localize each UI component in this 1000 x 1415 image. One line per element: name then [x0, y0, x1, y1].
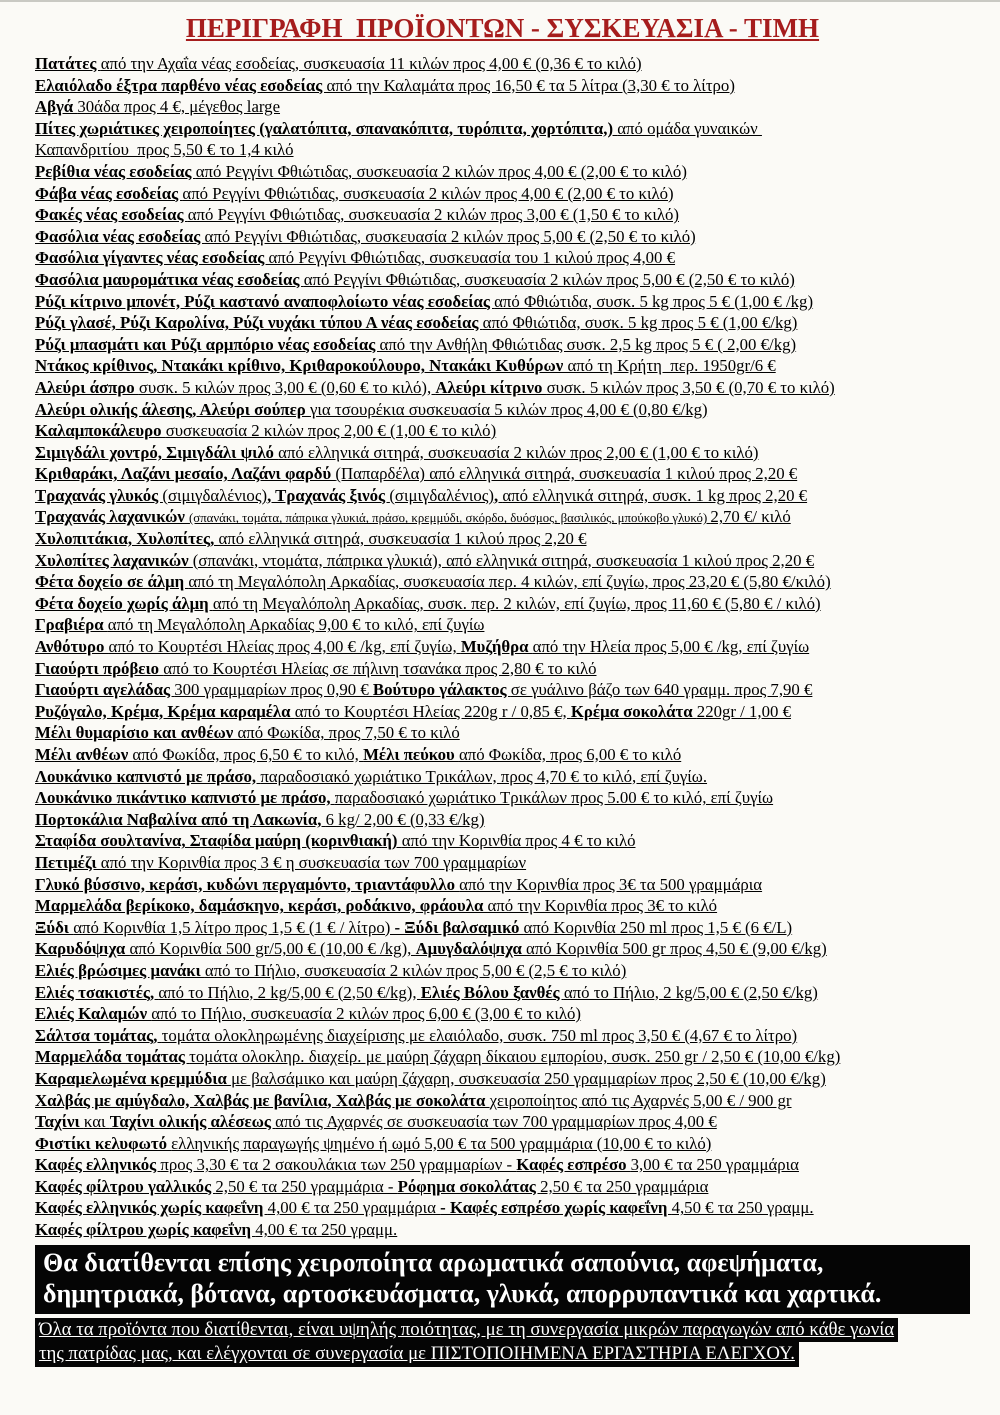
product-line	[35, 420, 970, 442]
product-detail-segment: από Φθιώτιδα, συσκ. 5 kg προς 5 € (1,00 €/kg)	[482, 313, 798, 333]
product-line	[35, 874, 970, 896]
product-detail-segment: χειροποίητος από τις Αχαρνές 5,00 € / 900 gr	[489, 1090, 792, 1110]
footer-banner	[35, 1245, 970, 1314]
product-detail-segment: παραδοσιακό χωριάτικο Τρικάλων προς 5.00 € το κιλό, επί ζυγίω	[334, 788, 774, 808]
product-line	[35, 787, 970, 809]
product-detail-segment: από τη Κρήτη περ. 1950gr/6 €	[567, 356, 776, 376]
product-line	[35, 442, 970, 464]
product-name-segment: Καφές ελληνικός	[35, 1155, 161, 1175]
product-name-segment: Χυλοπίτες λαχανικών	[35, 550, 193, 570]
product-line	[35, 895, 970, 917]
product-detail-segment: από Κορινθία 1,5 λίτρο προς 1,5 € (1 € / λίτρο)	[73, 917, 395, 937]
product-line	[35, 96, 970, 118]
product-line	[35, 722, 970, 744]
product-detail-segment: από το Πήλιο, 2 kg/5,00 € (2,50 €/kg)	[563, 982, 818, 1002]
product-name-segment: Γιαούρτι πρόβειο	[35, 658, 164, 678]
product-detail-segment: από ελληνικά σιτηρά, συσκευασία 2 κιλών προς 2,00 € (1,00 € το κιλό)	[278, 442, 759, 462]
product-line	[35, 506, 970, 528]
product-name-segment: Κρέμα σοκολάτα	[570, 701, 697, 721]
product-detail-segment: από Ρεγγίνι Φθιώτιδας, συσκευασία 2 κιλών προς 5,00 € (2,50 € το κιλό)	[204, 226, 696, 246]
product-detail-segment: (σπανάκι, τομάτα, πάπρικα γλυκιά, πράσο, κρεμμύδι, σκόρδο, δυόσμος, βασιλικός, μπούκοβο γλυκό)	[189, 511, 711, 526]
product-line	[35, 614, 970, 636]
product-name-segment: Αμυγδαλόψιχα	[415, 939, 527, 959]
product-line	[35, 377, 970, 399]
product-detail-segment: 220gr / 1,00 €	[696, 701, 791, 721]
product-detail-segment: από τη Μεγαλόπολη Αρκαδίας 9,00 € το κιλό, επί ζυγίω	[107, 615, 485, 635]
product-name-segment: Μέλι ανθέων	[35, 745, 133, 764]
product-name-segment: Μυζήθρα	[460, 637, 533, 657]
product-line	[35, 463, 970, 485]
product-name-segment: Μέλι θυμαρίσιο και ανθέων	[35, 723, 238, 743]
note-line: Όλα τα προϊόντα που διατίθενται, είναι υψηλής ποιότητας, με τη συνεργασία μικρών παραγωγών από κάθε γωνία	[35, 1318, 898, 1343]
product-name-segment: Γραβιέρα	[35, 615, 108, 635]
product-name-segment: Φιστίκι κελυφωτό	[35, 1133, 172, 1153]
product-detail-segment: συσκ. 5 κιλών προς 3,50 € (0,70 € το κιλό)	[546, 377, 835, 397]
product-line	[35, 161, 970, 183]
product-detail-segment: από την Κορινθία προς 4 € το κιλό	[401, 831, 636, 851]
product-line	[35, 1197, 970, 1219]
product-name-segment: Καφές φίλτρου γαλλικός	[35, 1176, 216, 1196]
product-detail-segment: (Παπαρδέλα) από ελληνικά σιτηρά, συσκευασία 1 κιλού προς 2,20 €	[335, 464, 798, 484]
product-name-segment: Ανθότυρο	[35, 637, 109, 657]
product-detail-segment: τομάτα ολοκληρωμένης διαχείρισης με ελαιόλαδο, συσκ. 750 ml προς 3,50 € (4,67 € το λίτρο)	[161, 1025, 798, 1045]
product-name-segment: Μέλι πεύκου	[363, 745, 459, 764]
product-name-segment: Χυλοπιτάκια, Χυλοπίτες,	[35, 529, 219, 549]
product-detail-segment: από το Πήλιο, συσκευασία 2 κιλών προς 6,00 € (3,00 € το κιλό)	[151, 1004, 582, 1024]
product-line	[35, 571, 970, 593]
product-detail-segment: (σπανάκι, ντομάτα, πάπρικα γλυκιά), από ελληνικά σιτηρά, συσκευασία 1 κιλού προς 2,20 €	[192, 550, 815, 570]
product-detail-segment: τομάτα ολοκληρ. διαχείρ. με μαύρη ζάχαρη δίκαιου εμπορίου, συσκ. 250 gr / 2,50 € (10,00 €/kg)	[189, 1047, 841, 1067]
product-detail-segment: παραδοσιακό χωριάτικο Τρικάλων, προς 4,70 € το κιλό, επί ζυγίω.	[260, 766, 708, 786]
product-name-segment: Ταχίνι	[35, 1112, 84, 1132]
product-line	[35, 485, 970, 507]
product-line	[35, 139, 970, 161]
product-name-segment: Ταχίνι ολικής αλέσεως	[109, 1112, 276, 1132]
product-name-segment: Πετιμέζι	[35, 852, 101, 872]
product-detail-segment: συσκευασία 2 κιλών προς 2,00 € (1,00 € το κιλό)	[165, 421, 497, 441]
product-name-segment: Αλεύρι κίτρινο	[435, 377, 547, 397]
product-detail-segment: για τσουρέκια συσκευασία 5 κιλών προς 4,00 € (0,80 €/kg)	[309, 399, 708, 419]
product-detail-segment: από ομάδα γυναικών	[617, 118, 762, 138]
product-detail-segment: από τη Μεγαλόπολη Αρκαδίας, συσκ. περ. 2 κιλών, επί ζυγίω, προς 11,60 € (5,80 € / κιλό)	[212, 593, 821, 613]
product-detail-segment: από την Κορινθία προς 3 € η συσκευασία των 700 γραμμαρίων	[100, 852, 527, 872]
product-detail-segment: από Ρεγγίνι Φθιώτιδας, συσκευασία 2 κιλών προς 5,00 € (2,50 € το κιλό)	[303, 269, 795, 289]
product-detail-segment: από Κορινθία 500 gr προς 4,50 € (9,00 €/kg)	[526, 939, 827, 959]
product-line	[35, 701, 970, 723]
product-line	[35, 291, 970, 313]
product-name-segment: Αβγά	[35, 97, 78, 117]
product-name-segment: Σταφίδα σουλτανίνα, Σταφίδα μαύρη (κορινθιακή)	[35, 831, 402, 851]
product-detail-segment: 4,50 € τα 250 γραμμ.	[671, 1198, 814, 1218]
product-name-segment: Πορτοκάλια Ναβαλίνα από τη Λακωνία,	[35, 809, 326, 829]
product-name-segment: , Τραχανάς ξινός	[267, 485, 390, 505]
product-line	[35, 75, 970, 97]
product-name-segment: Αλεύρι ολικής άλεσης, Αλεύρι σούπερ	[35, 399, 310, 419]
product-detail-segment: από την Κορινθία προς 3€ το κιλό	[487, 896, 718, 916]
product-detail-segment: από Κορινθία 500 gr/5,00 € (10,00 € /kg),	[129, 939, 416, 959]
product-line	[35, 809, 970, 831]
product-name-segment: Βούτυρο γάλακτος	[372, 680, 511, 700]
product-detail-segment: από τη Μεγαλόπολη Αρκαδίας, συσκευασία περ. 4 κιλών, επί ζυγίω, προς 23,20 € (5,80 €/κιλό)	[188, 572, 831, 592]
product-detail-segment: από την Κορινθία προς 3€ τα 500 γραμμάρια	[459, 874, 763, 894]
product-name-segment: Λουκάνικο πικάντικο καπνιστό με πράσο,	[35, 788, 335, 808]
product-name-segment: Πίτες χωριάτικες χειροποίητες (γαλατόπιτα, σπανακόπιτα, τυρόπιτα, χορτόπιτα,)	[35, 118, 618, 138]
note-line: της πατρίδας μας, και ελέγχονται σε συνεργασία με ΠΙΣΤΟΠΟΙΗΜΕΝΑ ΕΡΓΑΣΤΗΡΙΑ ΕΛΕΓΧΟΥ.	[35, 1342, 799, 1367]
product-line	[35, 247, 970, 269]
product-detail-segment: από ελληνικά σιτηρά, συσκ. 1 kg προς 2,20 €	[502, 485, 808, 505]
product-line	[35, 204, 970, 226]
product-detail-segment: 4,00 € τα 250 γραμμάρια	[267, 1198, 441, 1218]
product-line	[35, 830, 970, 852]
product-detail-segment: από το Πήλιο, συσκευασία 2 κιλών προς 5,00 € (2,5 € το κιλό)	[204, 960, 627, 980]
product-detail-segment: 3,00 € τα 250 γραμμάρια	[630, 1155, 799, 1175]
product-detail-segment: από το Πήλιο, 2 kg/5,00 € (2,50 €/kg),	[158, 982, 421, 1002]
product-detail-segment: από Κορινθία 250 ml προς 1,5 € (6 €/L)	[523, 917, 793, 937]
product-name-segment: Σάλτσα τομάτας,	[35, 1025, 162, 1045]
product-line	[35, 53, 970, 75]
product-detail-segment: από Φωκίδα, προς 6,00 € το κιλό	[458, 745, 682, 764]
product-detail-segment: 4,00 € τα 250 γραμμ.	[255, 1220, 398, 1240]
product-detail-segment: από το Κουρτέσι Ηλείας 220g r / 0,85 €,	[294, 701, 571, 721]
product-name-segment: Ελιές τσακιστές,	[35, 982, 159, 1002]
product-name-segment: Καρυδόψιχα	[35, 939, 130, 959]
product-name-segment: Μαρμελάδα βερίκοκο, δαμάσκηνο, κεράσι, ροδάκινο, φράουλα	[35, 896, 488, 916]
product-detail-segment: 2,50 € τα 250 γραμμάρια	[540, 1176, 709, 1196]
product-line	[35, 679, 970, 701]
product-name-segment: - Ξύδι βαλσαμικό	[394, 917, 524, 937]
product-line	[35, 982, 970, 1004]
product-detail-segment: με βαλσάμικο και μαύρη ζάχαρη, συσκευασία 250 γραμμαρίων προς 2,50 € (10,00 €/kg)	[231, 1068, 826, 1088]
product-detail-segment: ελληνικής παραγωγής ψημένο ή ωμό 5,00 € τα 500 γραμμάρια (10,00 € το κιλό)	[171, 1133, 712, 1153]
product-line	[35, 355, 970, 377]
product-line	[35, 1176, 970, 1198]
product-name-segment: Φάβα νέας εσοδείας	[35, 183, 183, 203]
product-detail-segment: από ελληνικά σιτηρά, συσκευασία 1 κιλού προς 2,20 €	[218, 529, 587, 549]
product-line	[35, 593, 970, 615]
product-name-segment: Αλεύρι άσπρο	[35, 377, 139, 397]
product-line	[35, 1111, 970, 1133]
product-name-segment: - Καφές εσπρέσο χωρίς καφεΐνη	[440, 1198, 672, 1218]
product-line	[35, 312, 970, 334]
product-detail-segment: προς 3,30 € τα 2 σακουλάκια των 250 γραμμαρίων -	[160, 1155, 517, 1175]
product-line	[35, 399, 970, 421]
product-detail-segment: 300 γραμμαρίων προς 0,90 €	[174, 680, 373, 700]
product-line	[35, 1219, 970, 1241]
product-name-segment: Φασόλια μαυρομάτικα νέας εσοδείας	[35, 269, 304, 289]
product-name-segment: Καφές φίλτρου χωρίς καφεΐνη	[35, 1220, 256, 1240]
product-line	[35, 1025, 970, 1047]
product-line	[35, 183, 970, 205]
product-name-segment: Ρύζι κίτρινο μπονέτ, Ρύζι καστανό αναποφλοίωτο νέας εσοδείας	[35, 291, 495, 311]
product-detail-segment: από την Ανθήλη Φθιώτιδας συσκ. 2,5 kg προς 5 € ( 2,00 €/kg)	[379, 334, 797, 354]
product-name-segment: Τραχανάς γλυκός	[35, 485, 163, 505]
product-detail-segment: από Ρεγγίνι Φθιώτιδας, συσκευασία 2 κιλών προς 4,00 € (2,00 € το κιλό)	[195, 161, 687, 181]
product-name-segment: Ελιές βρώσιμες μανάκι	[35, 960, 205, 980]
product-detail-segment: από Ρεγγίνι Φθιώτιδας, συσκευασία 2 κιλών προς 4,00 € (2,00 € το κιλό)	[182, 183, 674, 203]
product-detail-segment: από την Καλαμάτα προς 16,50 € τα 5 λίτρα (3,30 € το λίτρο)	[326, 75, 735, 95]
product-name-segment: Καραμελωμένα κρεμμύδια	[35, 1068, 232, 1088]
product-name-segment: Γιαούρτι αγελάδας	[35, 680, 175, 700]
product-line	[35, 1003, 970, 1025]
product-line	[35, 960, 970, 982]
product-detail-segment: από Ρεγγίνι Φθιώτιδας, συσκευασία 2 κιλών προς 3,00 € (1,50 € το κιλό)	[187, 205, 679, 225]
product-name-segment: Ελιές Καλαμών	[35, 1004, 152, 1024]
product-detail-segment: και	[83, 1112, 110, 1132]
product-name-segment: Ρύζι γλασέ, Ρύζι Καρολίνα, Ρύζι νυχάκι τύπου Α νέας εσοδείας	[35, 313, 483, 333]
product-line	[35, 334, 970, 356]
product-detail-segment: από την Ηλεία προς 5,00 € /kg, επί ζυγίω	[532, 637, 810, 657]
product-name-segment: ,	[494, 485, 503, 505]
product-detail-segment: συσκ. 5 κιλών προς 3,00 € (0,60 € το κιλό),	[138, 377, 436, 397]
product-name-segment: Πατάτες	[35, 54, 101, 73]
product-line	[35, 917, 970, 939]
product-detail-segment: από Ρεγγίνι Φθιώτιδας, συσκευασία του 1 κιλού προς 4,00 €	[268, 248, 676, 268]
product-name-segment: Χαλβάς με αμύγδαλο, Χαλβάς με βανίλια, Χαλβάς με σοκολάτα	[35, 1090, 490, 1110]
product-name-segment: Ελαιόλαδο έξτρα παρθένο νέας εσοδείας	[35, 75, 327, 95]
product-name-segment: Κριθαράκι, Λαζάνι μεσαίο, Λαζάνι φαρδύ	[35, 464, 336, 484]
product-line	[35, 1068, 970, 1090]
product-name-segment: Καλαμποκάλευρο	[35, 421, 166, 441]
product-line	[35, 658, 970, 680]
product-detail-segment: (σιμιγδαλένιος)	[389, 485, 494, 505]
product-name-segment: Ρόφημα σοκολάτας	[397, 1176, 541, 1196]
product-name-segment: Ρύζι μπασμάτι και Ρύζι αρμπόριο νέας εσοδείας	[35, 334, 380, 354]
product-name-segment: Καφές εσπρέσο	[516, 1155, 631, 1175]
product-name-segment: Ρεβίθια νέας εσοδείας	[35, 161, 196, 181]
product-name-segment: Καφές ελληνικός χωρίς καφεΐνη	[35, 1198, 268, 1218]
product-name-segment: Λουκάνικο καπνιστό με πράσο,	[35, 766, 261, 786]
product-line	[35, 852, 970, 874]
footer-note	[35, 1318, 970, 1367]
product-line	[35, 1090, 970, 1112]
product-line	[35, 528, 970, 550]
product-detail-segment: από Φωκίδα, προς 6,50 € το κιλό,	[132, 745, 364, 764]
product-list	[35, 53, 970, 1241]
page-title: ΠΕΡΙΓΡΑΦΗ ΠΡΟΪΟΝΤΩΝ - ΣΥΣΚΕΥΑΣΙΑ - ΤΙΜΗ	[185, 13, 820, 43]
product-detail-segment: (σιμιγδαλένιος)	[162, 485, 268, 505]
product-detail-segment: από το Κουρτέσι Ηλείας προς 4,00 € /kg, επί ζυγίω,	[108, 637, 461, 657]
product-detail-segment: Καπανδριτίου προς 5,50 € το 1,4 κιλό	[35, 140, 294, 160]
product-name-segment: Φακές νέας εσοδείας	[35, 205, 188, 225]
product-name-segment: Φασόλια γίγαντες νέας εσοδείας	[35, 248, 269, 268]
product-line	[35, 938, 970, 960]
product-name-segment: Ελιές Βόλου ξανθές	[420, 982, 564, 1002]
banner-line: Θα διατίθενται επίσης χειροποίητα αρωματικά σαπούνια, αφεψήματα,	[43, 1247, 824, 1277]
product-line	[35, 1046, 970, 1068]
product-name-segment: Φέτα δοχείο σε άλμη	[35, 572, 189, 592]
product-name-segment: Μαρμελάδα τομάτας	[35, 1047, 190, 1067]
product-line	[35, 226, 970, 248]
banner-line: δημητριακά, βότανα, αρτοσκευάσματα, γλυκά, απορρυπαντικά και χαρτικά.	[43, 1279, 882, 1309]
product-name-segment: Ρυζόγαλο, Κρέμα, Κρέμα καραμέλα	[35, 701, 295, 721]
product-line	[35, 1154, 970, 1176]
product-detail-segment: από τις Αχαρνές σε συσκευασία των 700 γραμμαρίων προς 4,00 €	[275, 1112, 717, 1132]
product-line	[35, 1133, 970, 1155]
product-line	[35, 766, 970, 788]
product-line	[35, 744, 970, 766]
product-name-segment: Τραχανάς λαχανικών	[35, 507, 190, 527]
product-name-segment: Γλυκό βύσσινο, κεράσι, κυδώνι περγαμόντο, τριαντάφυλλο	[35, 874, 460, 894]
product-detail-segment: από Φωκίδα, προς 7,50 € το κιλό	[237, 723, 460, 743]
product-name-segment: Φασόλια νέας εσοδείας	[35, 226, 205, 246]
product-line	[35, 269, 970, 291]
product-detail-segment: από την Αχαΐα νέας εσοδείας, συσκευασία 11 κιλών προς 4,00 € (0,36 € το κιλό)	[100, 54, 642, 73]
product-line	[35, 550, 970, 572]
product-line	[35, 118, 970, 140]
product-name-segment: Ντάκος κρίθινος, Ντακάκι κρίθινο, Κριθαροκούλουρο, Ντακάκι Κυθύρων	[35, 356, 568, 376]
product-name-segment: Φέτα δοχείο χωρίς άλμη	[35, 593, 213, 613]
product-name-segment: Ξύδι	[35, 917, 74, 937]
product-detail-segment: από Φθιώτιδα, συσκ. 5 kg προς 5 € (1,00 € /kg)	[494, 291, 814, 311]
scan-top-edge	[0, 0, 1000, 2]
product-detail-segment: σε γυάλινο βάζο των 640 γραμμ. προς 7,90 €	[510, 680, 813, 700]
product-detail-segment: 6 kg/ 2,00 € (0,33 €/kg)	[325, 809, 485, 829]
product-name-segment: Σιμιγδάλι χοντρό, Σιμιγδάλι ψιλό	[35, 442, 279, 462]
product-line	[35, 636, 970, 658]
product-detail-segment: 30άδα προς 4 €, μέγεθος large	[77, 97, 281, 117]
product-detail-segment: 2,50 € τα 250 γραμμάρια -	[215, 1176, 398, 1196]
product-detail-segment: 2,70 €/ κιλό	[710, 507, 791, 527]
product-detail-segment: από το Κουρτέσι Ηλείας σε πήλινη τσανάκα προς 2,80 € το κιλό	[163, 658, 597, 678]
